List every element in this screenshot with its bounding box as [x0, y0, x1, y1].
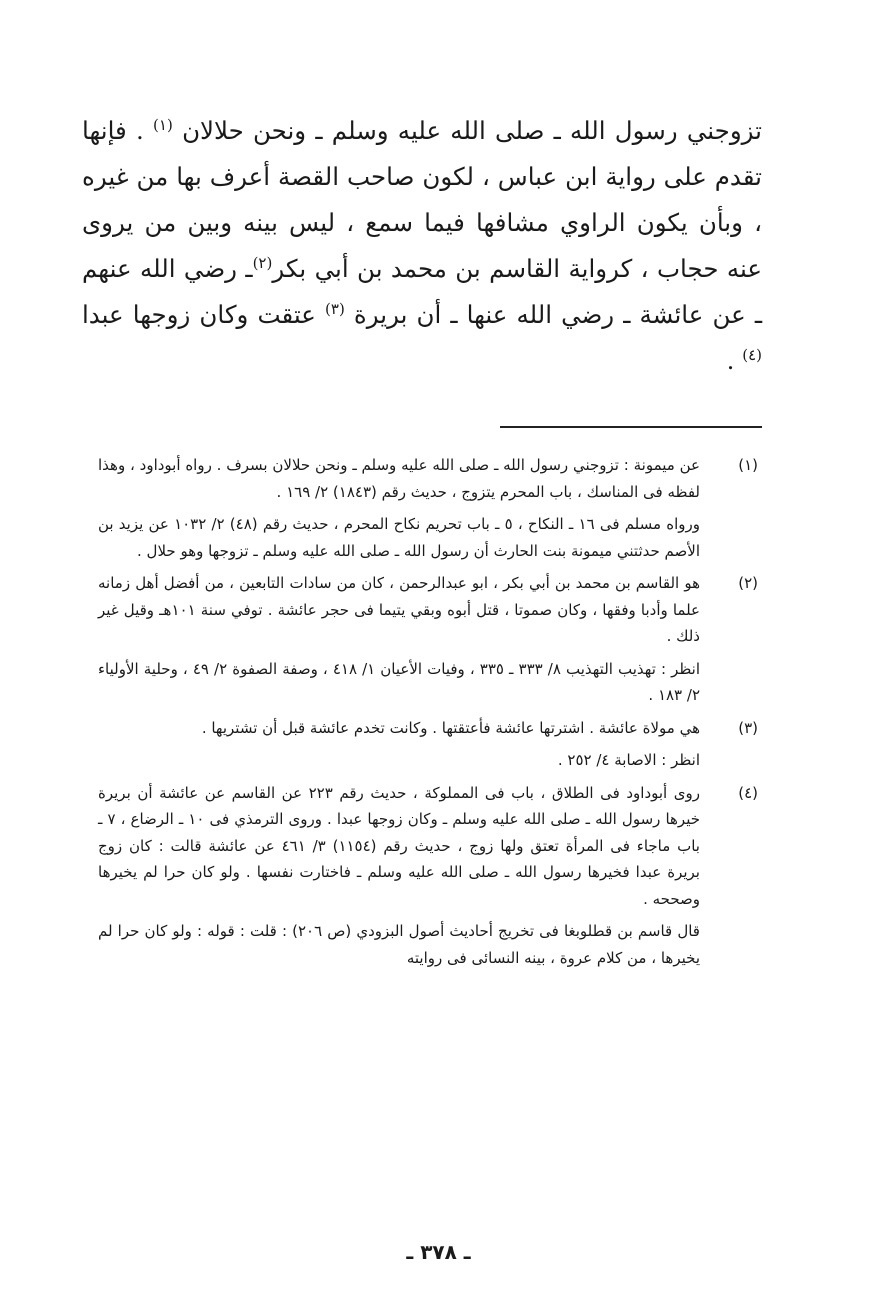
footnote-paragraph: هو القاسم بن محمد بن أبي بكر ، ابو عبدالرحمن ، كان من سادات التابعين ، من أفضل أهل زمانه علما وأدبا وفقها ، وكان صموتا ، قتل أبوه وبقي يتيما فى حجر عائشة . توفي سنة ١٠١هـ وقيل غير ذلك .: [98, 574, 700, 645]
footnote-4: [98, 780, 762, 976]
footnote-paragraph: هي مولاة عائشة . اشترتها عائشة فأعتقتها . وكانت تخدم عائشة قبل أن تشتريها .: [201, 718, 700, 737]
footnote-body: [98, 780, 700, 976]
footnote-paragraph: روى أبوداود فى الطلاق ، باب فى المملوكة ، حديث رقم ٢٢٣ عن القاسم عن عائشة أن بريرة خيرها رسول الله ـ صلى الله عليه وسلم ـ وكان زوجها عبدا . وروى الترمذي فى ١٠ ـ الرضاع ، ٧ ـ باب ماجاء فى المرأة تعتق ولها زوج ، حديث رقم (١١٥٤) ٣/ ٤٦١ عن عائشة قالت : كان زوج بريرة عبدا فخيرها رسول الله ـ صلى الله عليه وسلم ـ فاختارت نفسها . ولو كان حرا لم يخيرها وصححه .: [98, 783, 701, 908]
footnote-paragraph: قال قاسم بن قطلوبغا فى تخريج أحاديث أصول البزودي (ص ٢٠٦) : قلت : قوله : ولو كان حرا لم يخيرها ، من كلام عروة ، بينه النسائى فى روايته: [98, 922, 700, 967]
main-paragraph: [82, 108, 762, 384]
footnote-paragraph: عن ميمونة : تزوجني رسول الله ـ صلى الله عليه وسلم ـ ونحن حلالان بسرف . رواه أبوداود ، وهذا لفظه فى المناسك ، باب المحرم يتزوج ، حديث رقم (١٨٤٣) ٢/ ١٦٩ .: [98, 456, 700, 501]
footnote-body: [98, 570, 700, 713]
footnote-ref-3: (٣): [325, 299, 345, 318]
footnote-2: [98, 570, 762, 713]
footnote-number: (٢): [738, 574, 758, 592]
main-text-line3b: عتقت وكان زوجها عبدا: [82, 300, 316, 329]
footnote-paragraph: انظر : الاصابة ٤/ ٢٥٢ .: [557, 751, 700, 769]
footnote-separator: [500, 426, 762, 428]
footnote-ref-2: (٢): [252, 253, 273, 272]
main-text-line1: تزوجني رسول الله ـ صلى الله عليه وسلم ـ ونحن حلالان: [182, 116, 762, 145]
footnotes: [98, 452, 762, 977]
footnote-1: [98, 452, 762, 568]
footnote-paragraph: ورواه مسلم فى ١٦ ـ النكاح ، ٥ ـ باب تحريم نكاح المحرم ، حديث رقم (٤٨) ٢/ ١٠٣٢ عن يزيد بن الأصم حدثتني ميمونة بنت الحارث أن رسول الله ـ صلى الله عليه وسلم ـ تزوجها وهو حلال .: [98, 515, 701, 560]
footnote-number: (٤): [738, 783, 758, 802]
footnote-ref-1: (١): [153, 115, 173, 134]
main-text-line1b: . فإنها تقدم على رواية ابن عباس ، لكون صاحب القصة أعرف بها من غيره ، وبأن يكون الراوي مشافها فيما سمع ، ليس بينه وبين من يروى عنه حجاب ، كرواية القاسم بن محمد بن أبي بكر: [82, 116, 763, 283]
page-number: ـ ٣٧٨ ـ: [406, 1240, 471, 1264]
main-text-line2b: ـ رضي الله عنهم ـ عن عائشة ـ رضي الله عنها ـ أن بريرة: [82, 254, 762, 329]
footnote-body: [98, 715, 700, 778]
footnote-paragraph: انظر : تهذيب التهذيب ٨/ ٣٣٣ ـ ٣٣٥ ، وفيات الأعيان ١/ ٤١٨ ، وصفة الصفوة ٢/ ٤٩ ، وحلية الأولياء ٢/ ١٨٣ .: [98, 659, 701, 704]
main-text-line4b: .: [726, 346, 735, 375]
footnote-ref-4: (٤): [742, 345, 762, 364]
footnote-number: (١): [738, 456, 758, 474]
footnote-body: [98, 452, 700, 568]
footnote-3: [98, 715, 762, 778]
footnote-number: (٣): [738, 718, 758, 737]
